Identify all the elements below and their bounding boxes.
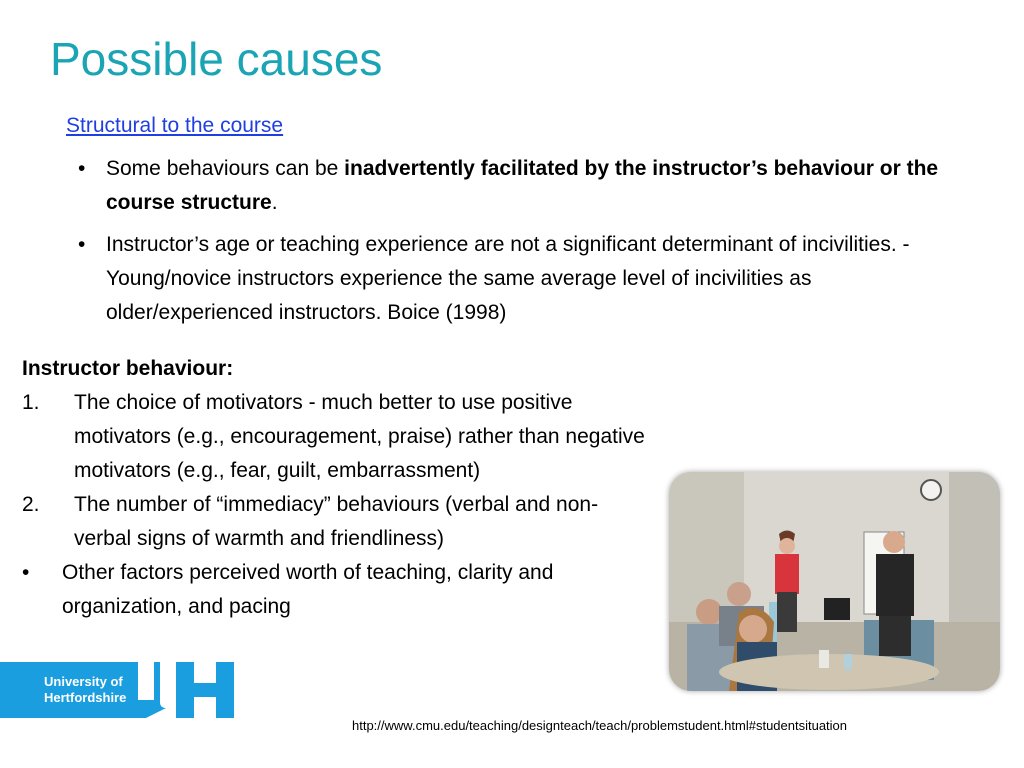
numbered-item-immediacy (22, 488, 652, 556)
numbered-item-motivators (22, 386, 652, 488)
uh-logo-mark (0, 662, 236, 718)
instructor-behaviour-heading: Instructor behaviour: (22, 357, 234, 380)
bullet-dot: • (78, 233, 86, 256)
bullet-text-bold: inadvertently facilitated by the instructor’s behaviour or the course structure (106, 157, 939, 214)
top-bullet-list (78, 152, 958, 338)
bullet-dot: • (78, 157, 86, 180)
item-text: The number of “immediacy” behaviours (verbal and non-verbal signs of warmth and friendliness) (74, 493, 599, 550)
bullet-text: Instructor’s age or teaching experience are not a significant determinant of incivilities. - Young/novice instructors experience the same average level of incivilities as older/experienced instructors. Boice (1998) (106, 233, 910, 324)
item-number: 1. (22, 391, 40, 414)
bullet-other-factors (22, 556, 652, 624)
bullet-dot: • (22, 561, 30, 584)
university-logo (0, 662, 236, 718)
item-number: 2. (22, 493, 40, 516)
bullet-text-pre: Some behaviours can be (106, 157, 345, 180)
bullet-age-experience (78, 228, 958, 330)
source-url: http://www.cmu.edu/teaching/designteach/teach/problemstudent.html#studentsituation (352, 718, 848, 733)
bullet-text-post: . (271, 191, 278, 214)
classroom-photo (669, 472, 1000, 691)
bullet-text: Other factors perceived worth of teaching, clarity and organization, and pacing (62, 561, 554, 618)
classroom-photo-illustration (669, 472, 1000, 691)
logo-line1: University of (44, 674, 123, 689)
slide-title: Possible causes (50, 33, 383, 85)
instructor-behaviour-section (22, 352, 652, 624)
bullet-facilitated (78, 152, 958, 220)
structural-link[interactable]: Structural to the course (66, 114, 284, 137)
item-text: The choice of motivators - much better to use positive motivators (e.g., encouragement, praise) rather than negative motivators (e.g., fear, guilt, embarrassment) (74, 391, 645, 482)
logo-line2: Hertfordshire (44, 690, 127, 705)
